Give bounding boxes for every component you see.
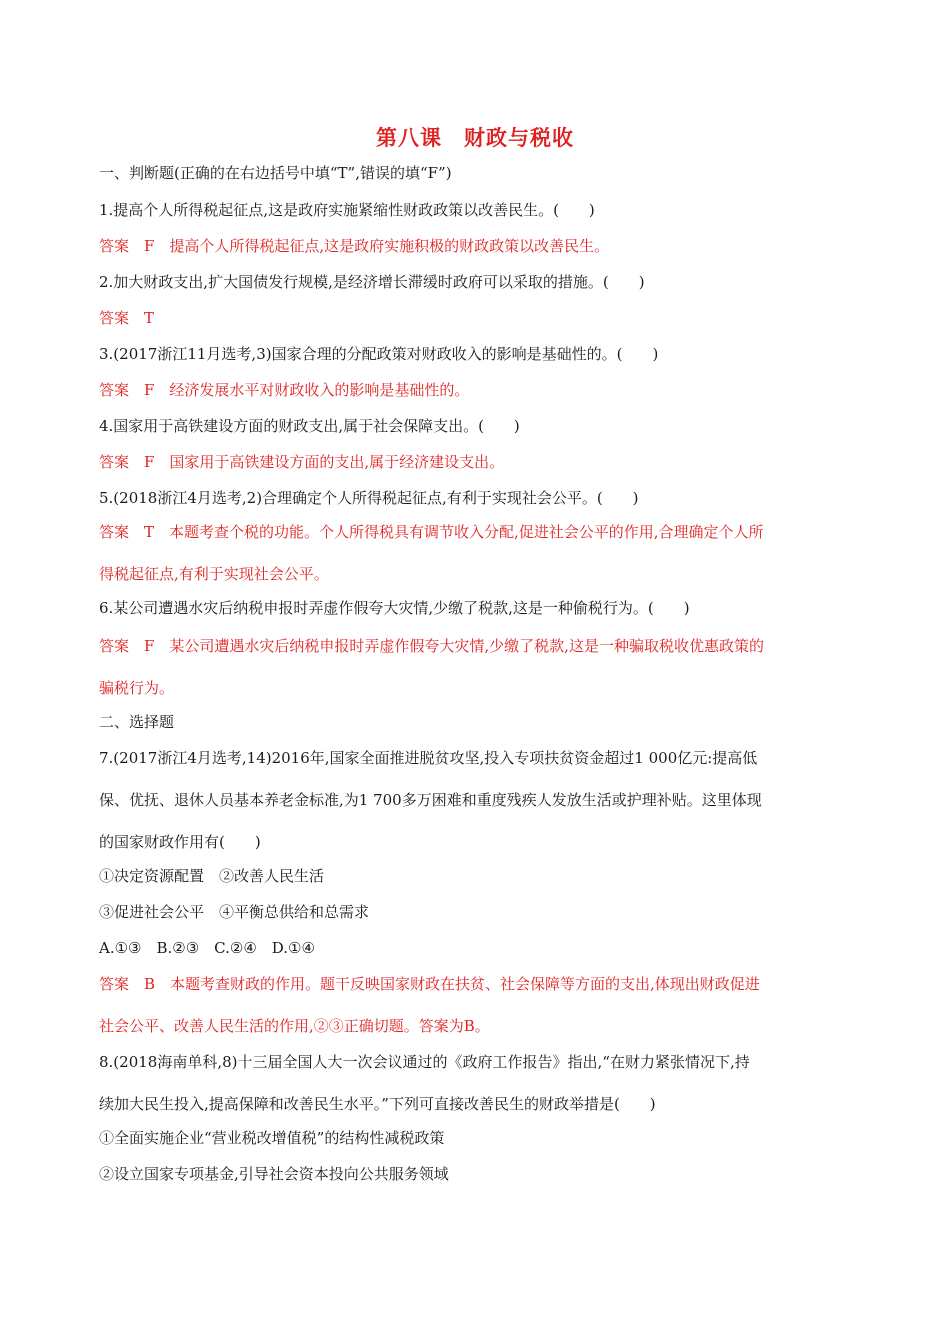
text-line: 2.加大财政支出,扩大国债发行规模,是经济增长滞缓时政府可以采取的措施。( ): [99, 273, 645, 291]
text-line: 二、选择题: [99, 713, 175, 731]
text-line: ①全面实施企业“营业税改增值税”的结构性减税政策: [99, 1129, 445, 1147]
page-title: 第八课 财政与税收: [376, 125, 574, 150]
text-line: ③促进社会公平 ④平衡总供给和总需求: [99, 903, 370, 921]
answer-line: 得税起征点,有利于实现社会公平。: [99, 565, 329, 583]
text-line: 7.(2017浙江4月选考,14)2016年,国家全面推进脱贫攻坚,投入专项扶贫资金超过1 000亿元:提高低: [99, 749, 758, 767]
text-line: ②设立国家专项基金,引导社会资本投向公共服务领域: [99, 1165, 449, 1183]
text-line: 一、判断题(正确的在右边括号中填“T”,错误的填“F”): [99, 164, 452, 182]
answer-line: 骗税行为。: [99, 679, 175, 697]
text-line: ①决定资源配置 ②改善人民生活: [99, 867, 325, 885]
text-line: 续加大民生投入,提高保障和改善民生水平。”下列可直接改善民生的财政举措是( ): [99, 1095, 656, 1113]
text-line: 保、优抚、退休人员基本养老金标准,为1 700多万困难和重度残疾人发放生活或护理补贴。这里体现: [99, 791, 762, 809]
text-line: 5.(2018浙江4月选考,2)合理确定个人所得税起征点,有利于实现社会公平。( ): [99, 489, 639, 507]
text-line: 8.(2018海南单科,8)十三届全国人大一次会议通过的《政府工作报告》指出,“在财力紧张情况下,持: [99, 1053, 750, 1071]
answer-line: 答案 B 本题考查财政的作用。题干反映国家财政在扶贫、社会保障等方面的支出,体现出财政促进: [99, 975, 760, 993]
answer-line: 答案 F 国家用于高铁建设方面的支出,属于经济建设支出。: [99, 453, 505, 471]
answer-line: 答案 F 经济发展水平对财政收入的影响是基础性的。: [99, 381, 470, 399]
answer-line: 答案 T 本题考查个税的功能。个人所得税具有调节收入分配,促进社会公平的作用,合理确定个人所: [99, 523, 764, 541]
text-line: A.①③ B.②③ C.②④ D.①④: [99, 939, 315, 957]
text-line: 4.国家用于高铁建设方面的财政支出,属于社会保障支出。( ): [99, 417, 520, 435]
text-line: 6.某公司遭遇水灾后纳税申报时弄虚作假夸大灾情,少缴了税款,这是一种偷税行为。( ): [99, 599, 690, 617]
text-line: 1.提高个人所得税起征点,这是政府实施紧缩性财政政策以改善民生。( ): [99, 201, 595, 219]
answer-line: 答案 T: [99, 309, 155, 327]
answer-line: 答案 F 提高个人所得税起征点,这是政府实施积极的财政政策以改善民生。: [99, 237, 610, 255]
answer-line: 社会公平、改善人民生活的作用,②③正确切题。答案为B。: [99, 1017, 490, 1035]
text-line: 的国家财政作用有( ): [99, 833, 261, 851]
answer-line: 答案 F 某公司遭遇水灾后纳税申报时弄虚作假夸大灾情,少缴了税款,这是一种骗取税收优惠政策的: [99, 637, 764, 655]
text-line: 3.(2017浙江11月选考,3)国家合理的分配政策对财政收入的影响是基础性的。( ): [99, 345, 659, 363]
